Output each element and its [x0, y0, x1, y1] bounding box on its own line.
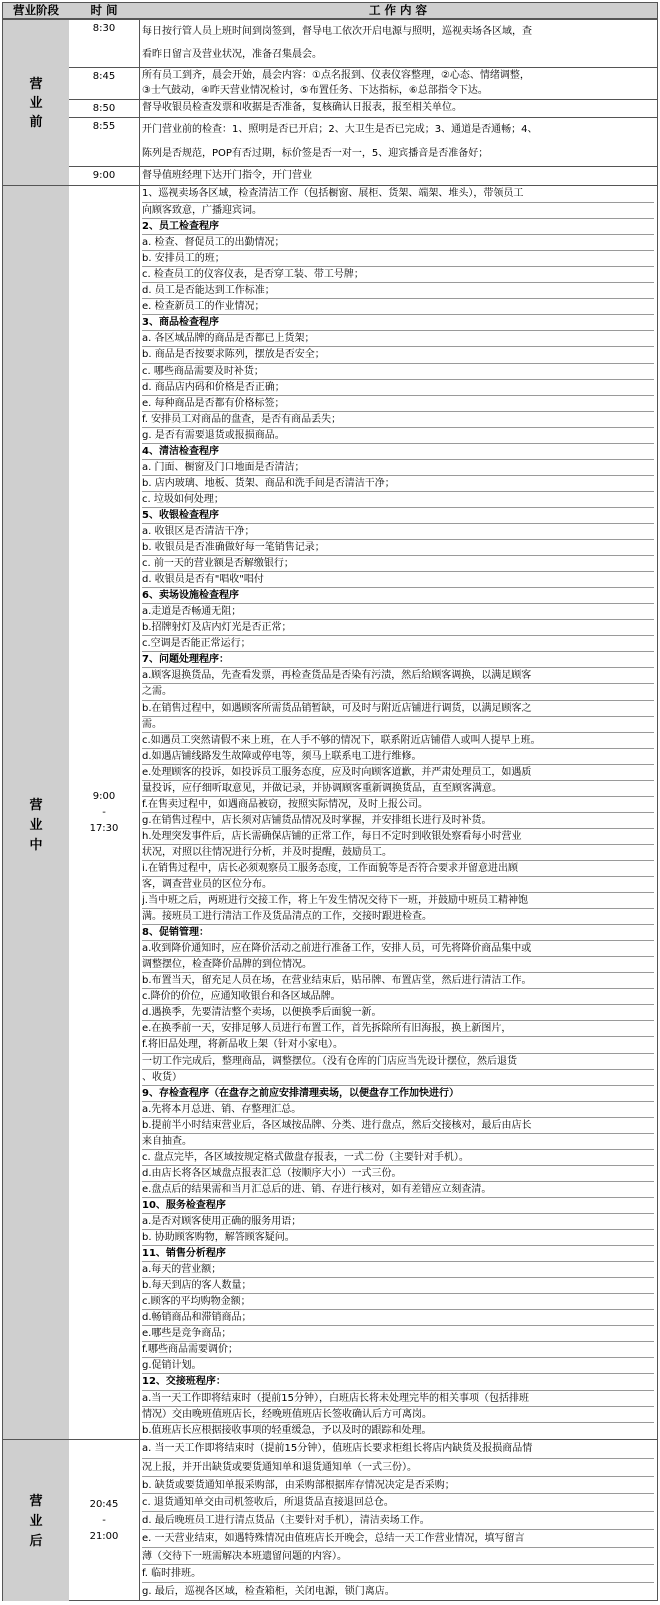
content-line: c.如遇员工突然请假不来上班，在人手不够的情况下，联系附近店铺借人或叫人提早上班。 — [142, 732, 654, 748]
table-row — [69, 117, 657, 166]
content-line: 量投诉，应仔细听取意见，并做记录，并协调顾客重新调换货品，直至顾客满意。 — [142, 780, 654, 796]
content-line: 看昨日留言及营业状况，准备召集晨会。 — [142, 49, 322, 60]
section-heading: 6、卖场设施检查程序 — [142, 587, 654, 603]
content-line: i.在销售过程中，店长必须观察员工服务态度，工作面貌等是否符合要求并留意进出顾 — [142, 860, 654, 876]
content-line: d. 商品店内码和价格是否正确； — [142, 379, 654, 395]
section-heading: 10、服务检查程序 — [142, 1197, 654, 1213]
content-line: g.在销售过程中，店长须对店铺货品情况及时掌握，并安排组长进行及时补货。 — [142, 812, 654, 828]
time-value: 9:00 — [92, 791, 116, 802]
content-line: 督导收银员检查发票和收据是否准备，复核确认日报表，报至相关单位。 — [142, 102, 462, 113]
section-heading: 9、存检查程序（在盘存之前应安排清理卖场，以便盘存工作加快进行） — [142, 1085, 654, 1101]
content-line: e.哪些是竞争商品； — [142, 1325, 654, 1341]
content-line: b. 店内玻璃、地板、货架、商品和洗手间是否清洁干净； — [142, 475, 654, 491]
content-line: c.顾客的平均购物金额； — [142, 1293, 654, 1309]
content-line: h.处理突发事件后，店长需确保店铺的正常工作，每日不定时到收银处察看每小时营业 — [142, 828, 654, 844]
content-line: 满。接班员工进行清洁工作及货品清点的工作，交接时跟进检查。 — [142, 908, 654, 924]
content-line: d.如遇店铺线路发生故障或停电等，须马上联系电工进行维修。 — [142, 748, 654, 764]
content-line: e.盘点后的结果需和当月汇总后的进、销、存进行核对，如有差错应立刻查清。 — [142, 1181, 654, 1197]
content-line: c. 检查员工的仪容仪表，是否穿工装、带工号牌； — [142, 266, 654, 282]
stage-pre — [3, 19, 69, 185]
content-line: c. 盘点完毕，各区域按规定格式做盘存报表，一式二份（主要针对手机）。 — [142, 1149, 654, 1165]
content-line: f.在售卖过程中，如遇商品被窃，按照实际情况，及时上报公司。 — [142, 796, 654, 812]
content-line: a. 门面、橱窗及门口地面是否清洁； — [142, 459, 654, 475]
content-line: e. 一天营业结束，如遇特殊情况由值班店长开晚会，总结一天工作营业情况，填写留言 — [142, 1529, 654, 1547]
content-line: b.提前半小时结束营业后，各区域按品牌、分类、进行盘点，然后交接核对，最后由店长 — [142, 1117, 654, 1133]
time-cell: 9:00 — [92, 170, 116, 181]
content-cell — [142, 100, 654, 116]
content-line: b.在销售过程中，如遇顾客所需货品销暂缺，可及时与附近店铺进行调货，以满足顾客之 — [142, 700, 654, 716]
content-line: b.招牌射灯及店内灯光是否正常； — [142, 619, 654, 635]
content-line: g. 是否有需要退货或报损商品。 — [142, 427, 654, 443]
content-line: e. 每种商品是否都有价格标签； — [142, 395, 654, 411]
content-line: b.布置当天，留充足人员在场，在营业结束后，贴吊牌、布置店堂，然后进行清洁工作。 — [142, 972, 654, 988]
content-line: e.在换季前一天，安排足够人员进行布置工作，首先拆除所有旧海报，换上新图片， — [142, 1020, 654, 1036]
content-line: 开门营业前的检查：1、照明是否已开启；2、大卫生是否已完成；3、通道是否通畅；4、 — [142, 124, 538, 135]
content-line: c.降价的价位，应通知收银台和各区域品牌。 — [142, 988, 654, 1004]
stage-post-char: 后 — [29, 1534, 43, 1549]
content-cell — [142, 167, 654, 184]
content-line: d. 收银员是否有"唱收"唱付 — [142, 571, 654, 587]
content-line: a. 当一天工作即将结束时（提前15分钟），值班店长要求柜组长将店内缺货及报损商品情 — [142, 1443, 533, 1454]
content-line: c. 哪些商品需要及时补货； — [142, 363, 654, 379]
content-cell — [142, 68, 654, 98]
content-line: 陈列是否规范，POP有否过期，标价签是否一对一，5、迎宾播音是否准备好； — [142, 147, 489, 159]
stage-pre-char: 前 — [29, 115, 43, 130]
time-value: - — [102, 807, 106, 818]
content-line: a.走道是否畅通无阻； — [142, 603, 654, 619]
content-line: d. 最后晚班员工进行清点货品（主要针对手机），清洁卖场工作。 — [142, 1511, 654, 1529]
content-line: 调整摆位，检查降价品牌的到位情况。 — [142, 956, 654, 972]
content-line: f. 安排员工对商品的盘查，是否有商品丢失； — [142, 411, 654, 427]
stage-mid-char: 营 — [29, 798, 43, 813]
content-line: 客，调查营业员的区位分布。 — [142, 876, 654, 892]
time-cell: 8:30 — [92, 23, 116, 34]
content-line: 每日按行管人员上班时间到岗签到，督导电工依次开启电源与照明，巡视卖场各区域，查 — [142, 26, 532, 37]
content-line: 向顾客致意，广播迎宾词。 — [142, 202, 654, 218]
table-row — [69, 99, 657, 117]
content-line: d.由店长将各区域盘点报表汇总（按顺序大小）一式三份。 — [142, 1165, 654, 1181]
content-line: d. 员工是否能达到工作标准； — [142, 282, 654, 298]
header-stage: 营业阶段 — [13, 3, 59, 17]
time-value: - — [102, 1515, 106, 1526]
content-line: a.每天的营业额； — [142, 1261, 654, 1277]
content-line: b.每天到店的客人数量； — [142, 1277, 654, 1293]
content-line: a.是否对顾客使用正确的服务用语； — [142, 1213, 654, 1229]
content-cell — [142, 20, 654, 66]
content-line: b. 商品是否按要求陈列，摆放是否安全； — [142, 346, 654, 362]
content-line: a.收到降价通知时，应在降价活动之前进行准备工作，安排人员，可先将降价商品集中或 — [142, 940, 654, 956]
content-cell — [142, 186, 654, 1438]
header-content: 工 作 内 容 — [368, 3, 427, 17]
time-cell — [69, 1497, 139, 1545]
content-line: d.畅销商品和滞销商品； — [142, 1309, 654, 1325]
stage-mid-char: 中 — [29, 838, 43, 853]
content-line: 情况）交由晚班值班店长，经晚班值班店长签收确认后方可离岗。 — [142, 1406, 654, 1422]
section-heading: 11、销售分析程序 — [142, 1245, 654, 1261]
content-line: g. 最后，巡视各区域，检查箱柜，关闭电源，锁门离店。 — [142, 1582, 654, 1600]
stage-post-char: 营 — [29, 1494, 43, 1509]
content-line: f.哪些商品需要调价； — [142, 1341, 654, 1357]
stage-post-char: 业 — [29, 1514, 43, 1529]
section-heading: 3、商品检查程序 — [142, 314, 654, 330]
content-line: 一切工作完成后，整理商品，调整摆位。（没有仓库的门店应当先设计摆位，然后退货 — [142, 1053, 654, 1069]
time-cell: 8:50 — [92, 103, 116, 114]
content-line: f.将旧品处理，将新品收上架（针对小家电）。 — [142, 1036, 654, 1052]
content-line: 所有员工到齐，晨会开始，晨会内容：①点名报到、仪表仪容整理，②心态、情绪调整， — [142, 70, 530, 81]
stage-post — [3, 1439, 69, 1601]
table-row — [69, 1439, 657, 1601]
content-line: 督导值班经理下达开门指令，开门营业 — [142, 170, 312, 181]
content-line: 1、巡视卖场各区域，检查清洁工作（包括橱窗、展柜、货架、端架、堆头），带领员工 — [142, 188, 524, 199]
content-line: a. 各区域品牌的商品是否都已上货架； — [142, 330, 654, 346]
table-row — [69, 67, 657, 99]
content-line: d.遇换季，先要清洁整个卖场，以便换季后面貌一新。 — [142, 1004, 654, 1020]
content-line: b. 收银员是否准确做好每一笔销售记录； — [142, 539, 654, 555]
content-line: c. 退货通知单交由司机签收后，所退货品直接退回总仓。 — [142, 1493, 654, 1511]
stage-pre-char: 业 — [29, 96, 43, 111]
content-line: b. 安排员工的班； — [142, 250, 654, 266]
content-line: b.值班店长应根据接收事项的轻重缓急，予以及时的跟踪和处理。 — [142, 1422, 654, 1438]
content-cell — [142, 118, 654, 165]
content-line: c.空调是否能正常运行； — [142, 635, 654, 651]
time-cell — [69, 789, 139, 837]
section-heading: 8、促销管理： — [142, 924, 654, 940]
content-line: f. 临时排班。 — [142, 1564, 654, 1582]
content-line: 之需。 — [142, 683, 654, 699]
content-line: a. 检查、督促员工的出勤情况； — [142, 234, 654, 250]
table-row — [69, 185, 657, 1439]
section-heading: 4、清洁检查程序 — [142, 443, 654, 459]
content-cell — [142, 1440, 654, 1600]
content-line: a. 收银区是否清洁干净； — [142, 523, 654, 539]
section-heading: 12、交接班程序： — [142, 1373, 654, 1389]
section-heading: 2、员工检查程序 — [142, 218, 654, 234]
content-line: 薄（交待下一班需解决本班遗留问题的内容）。 — [142, 1547, 654, 1565]
table-row — [69, 19, 657, 67]
time-value: 20:45 — [89, 1499, 119, 1510]
content-line: ③士气鼓动，④昨天营业情况检讨，⑤布置任务、下达指标，⑥总部指令下达。 — [142, 85, 488, 96]
content-line: e. 检查新员工的作业情况； — [142, 298, 654, 314]
section-heading: 5、收银检查程序 — [142, 507, 654, 523]
stage-pre-char: 营 — [29, 77, 43, 92]
content-line: b. 协助顾客购物，解答顾客疑问。 — [142, 1229, 654, 1245]
time-value: 21:00 — [89, 1531, 119, 1542]
content-line: a.顾客退换货品，先查看发票，再检查货品是否染有污渍，然后给顾客调换，以满足顾客 — [142, 667, 654, 683]
time-cell: 8:55 — [92, 121, 116, 132]
schedule-table — [2, 19, 658, 1601]
table-header — [2, 2, 658, 19]
content-line: j.当中班之后，两班进行交接工作，将上午发生情况交待下一班，并鼓励中班员工精神饱 — [142, 892, 654, 908]
content-line: b. 缺货或要货通知单报采购部，由采购部根据库存情况决定是否采购； — [142, 1476, 654, 1494]
header-time: 时 间 — [90, 3, 118, 17]
time-value: 17:30 — [89, 823, 119, 834]
content-line: 状况，对照以往情况进行分析，并及时提醒，鼓励员工。 — [142, 844, 654, 860]
stage-mid-char: 业 — [29, 818, 43, 833]
content-line: c. 前一天的营业额是否解缴银行； — [142, 555, 654, 571]
content-line: 来自抽查。 — [142, 1133, 654, 1149]
content-line: a.当一天工作即将结束时（提前15分钟），白班店长将未处理完毕的相关事项（包括排班 — [142, 1390, 654, 1406]
content-line: a.先将本月总进、销、存整理汇总。 — [142, 1101, 654, 1117]
content-line: c. 垃圾如何处理； — [142, 491, 654, 507]
time-cell: 8:45 — [92, 71, 116, 82]
content-line: 、收货） — [142, 1069, 654, 1085]
content-line: g.促销计划。 — [142, 1357, 654, 1373]
content-line: e.处理顾客的投诉，如投诉员工服务态度，应及时向顾客道歉，并严肃处理员工，如遇质 — [142, 764, 654, 780]
table-row — [69, 166, 657, 185]
content-line: 需。 — [142, 716, 654, 732]
stage-mid — [3, 185, 69, 1439]
content-line: 况上报，并开出缺货或要货通知单和退货通知单（一式三份）。 — [142, 1458, 654, 1476]
section-heading: 7、问题处理程序： — [142, 651, 654, 667]
